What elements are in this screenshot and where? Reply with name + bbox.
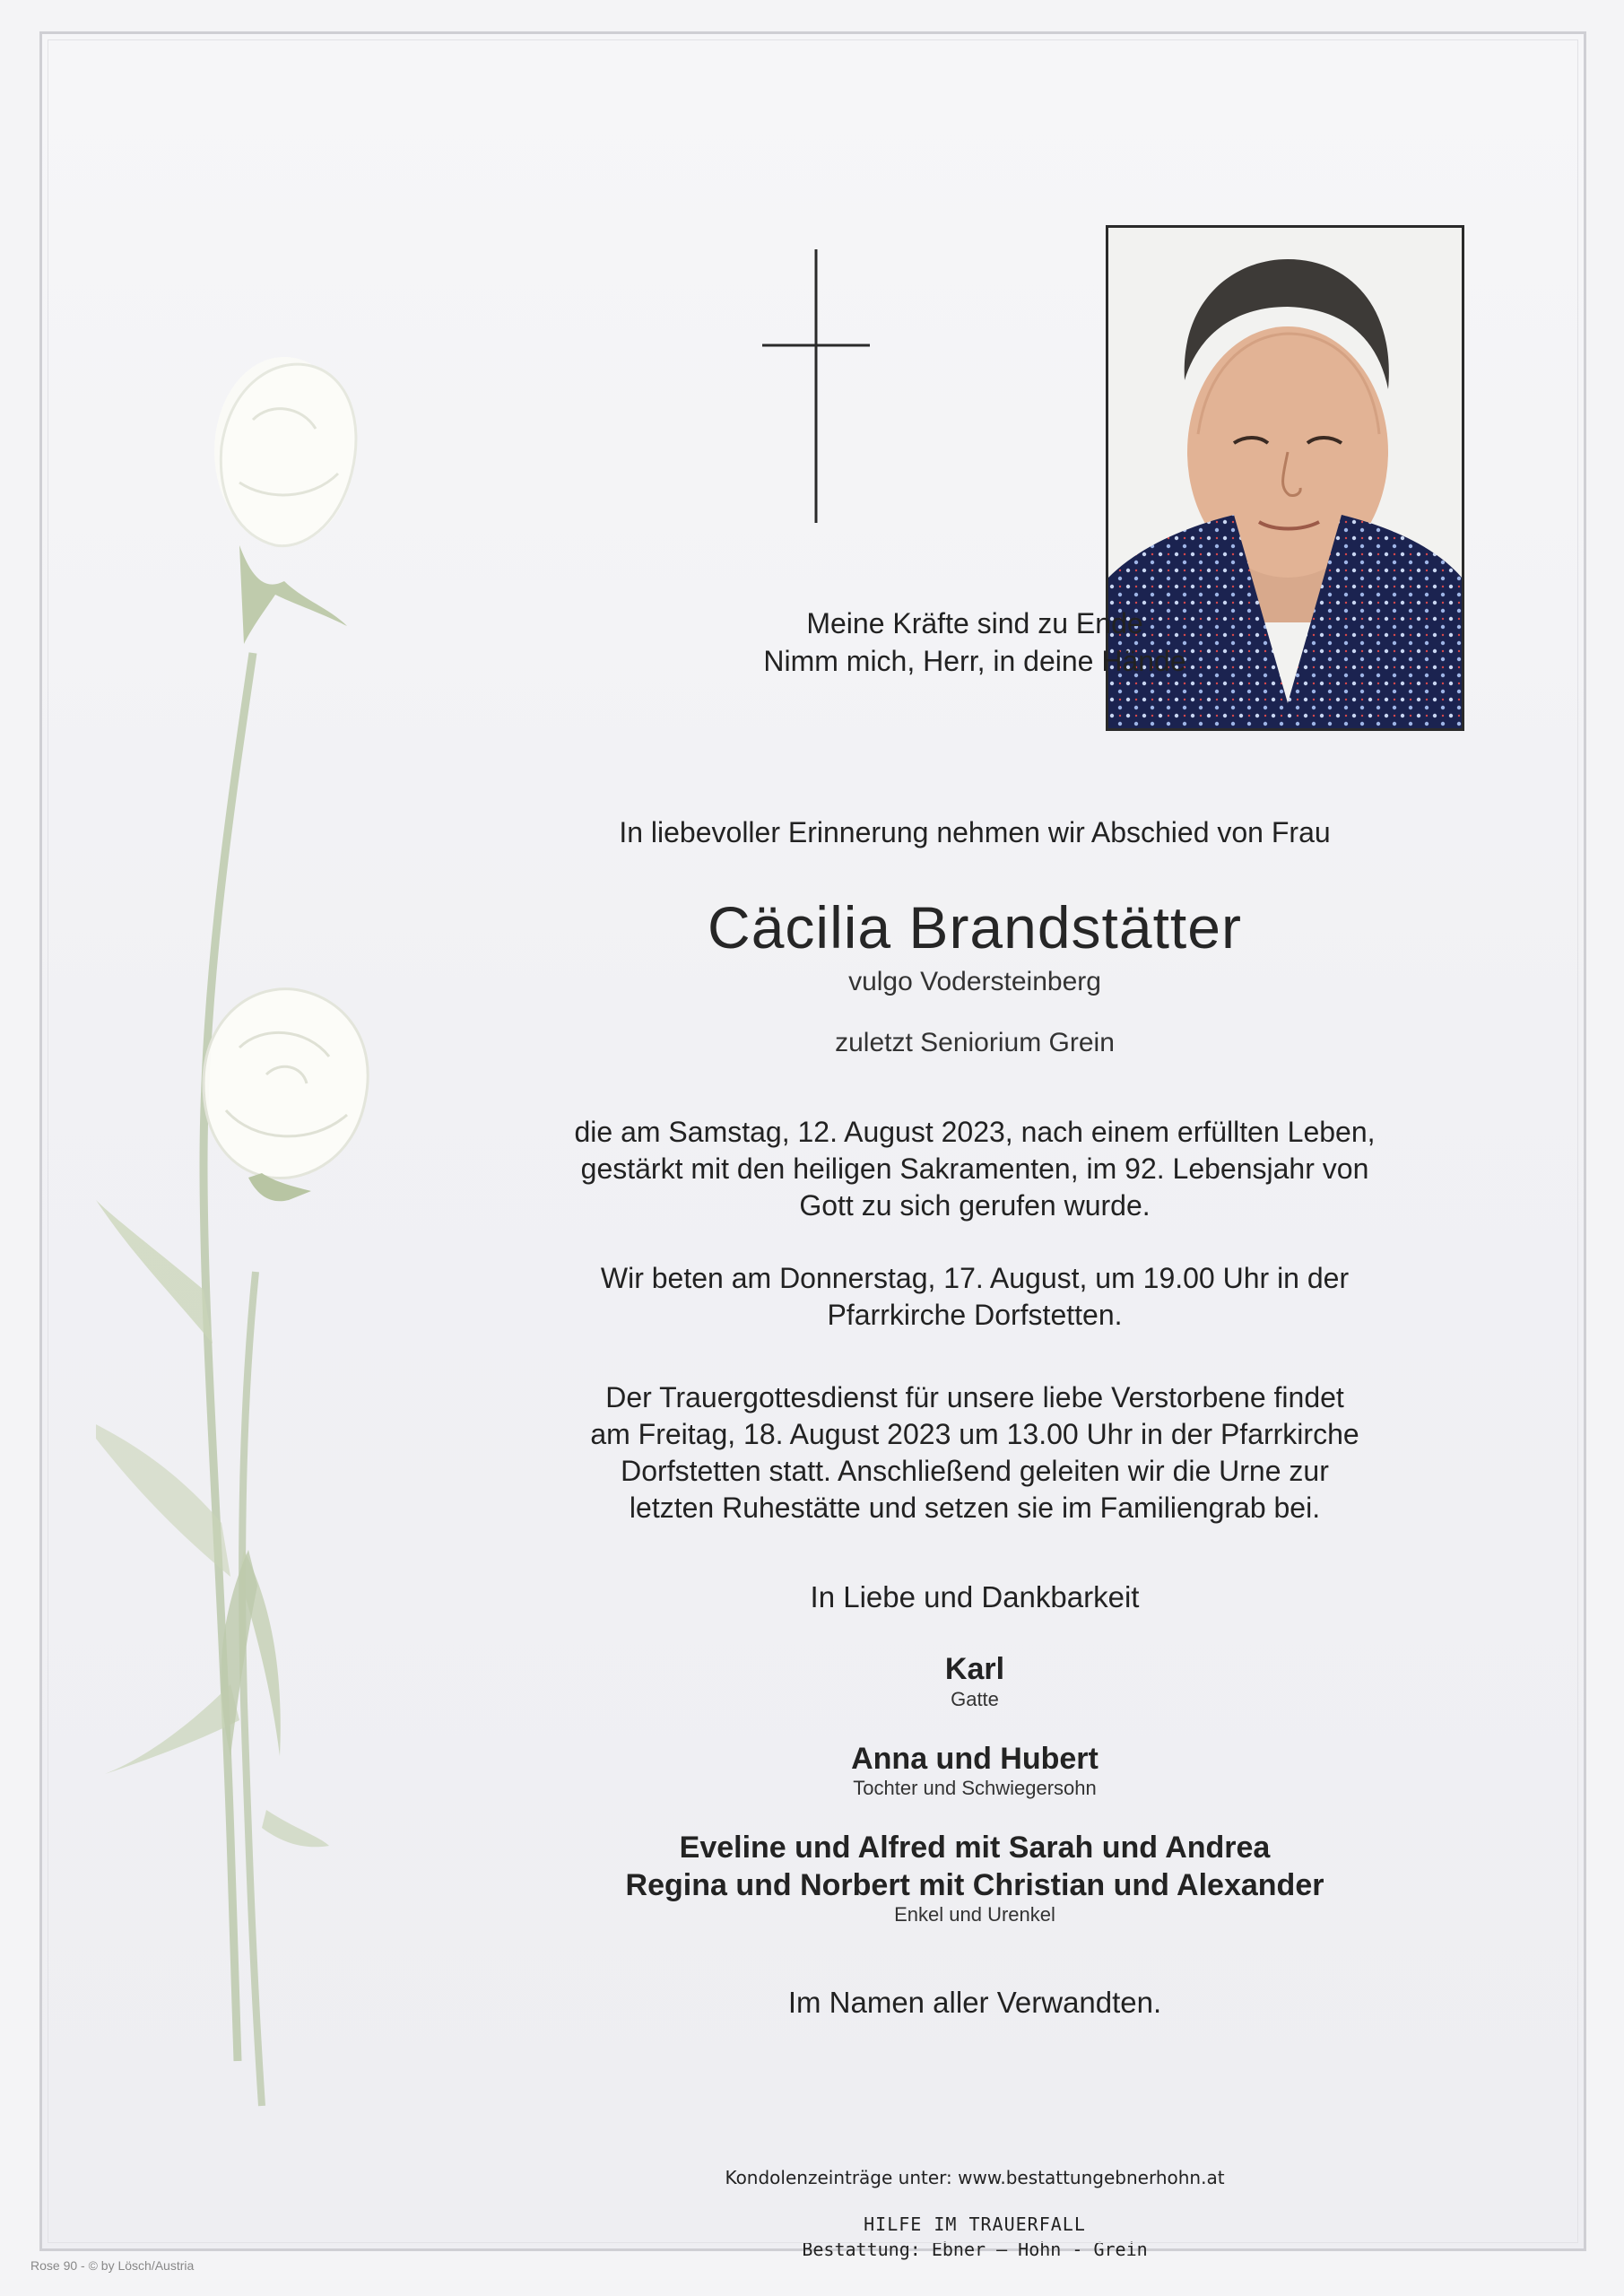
prayer-line: Pfarrkirche Dorfstetten. [827, 1299, 1123, 1331]
verse-line-1: Meine Kräfte sind zu Ende [806, 607, 1143, 639]
death-line: gestärkt mit den heiligen Sakramenten, im 92. Lebensjahr von [580, 1152, 1369, 1185]
service-line: Der Trauergottesdienst für unsere liebe Verstorbene findet [605, 1381, 1344, 1413]
service-line: am Freitag, 18. August 2023 um 13.00 Uhr in der Pfarrkirche [590, 1418, 1359, 1450]
service-paragraph [544, 1379, 1405, 1526]
service-line: Dorfstetten statt. Anschließend geleiten wir die Urne zur [621, 1455, 1329, 1487]
death-paragraph [544, 1114, 1405, 1224]
image-credit: Rose 90 - © by Lösch/Austria [30, 2258, 195, 2273]
closing-line: Im Namen aller Verwandten. [787, 1986, 1162, 2019]
mourner-name: Eveline und Alfred mit Sarah und Andrea [679, 1831, 1271, 1865]
obituary-card [39, 31, 1586, 2260]
deceased-vulgo: vulgo Vodersteinberg [848, 967, 1101, 996]
prayer-line: Wir beten am Donnerstag, 17. August, um 19.00 Uhr in der [600, 1262, 1350, 1294]
intro-text: In liebevoller Erinnerung nehmen wir Abschied von Frau [619, 816, 1331, 848]
prayer-paragraph [544, 1260, 1405, 1334]
mourner-names [544, 1829, 1405, 1904]
verse [544, 604, 1405, 680]
verse-line-2: Nimm mich, Herr, in deine Hände [763, 645, 1186, 677]
service-line: letzten Ruhestätte und setzen sie im Familiengrab bei. [629, 1492, 1321, 1524]
thanks-line: In Liebe und Dankbarkeit [810, 1580, 1140, 1613]
mourner-relation: Gatte [951, 1688, 999, 1710]
deceased-name: Cäcilia Brandstätter [708, 894, 1242, 961]
death-line: die am Samstag, 12. August 2023, nach einem erfüllten Leben, [574, 1116, 1376, 1148]
mourner-name: Karl [944, 1652, 1005, 1686]
mourner-relation: Enkel und Urenkel [894, 1903, 1055, 1926]
mourner-relation: Tochter und Schwiegersohn [853, 1777, 1097, 1799]
last-residence: zuletzt Seniorium Grein [835, 1028, 1115, 1057]
death-line: Gott zu sich gerufen wurde. [799, 1189, 1151, 1222]
condolence-link[interactable]: Kondolenzeinträge unter: www.bestattungebnerhohn.at [725, 2167, 1225, 2188]
help-heading: HILFE IM TRAUERFALL [864, 2213, 1086, 2235]
undertaker-line: Bestattung: Ebner – Hohn - Grein [802, 2239, 1148, 2260]
cross-icon [762, 249, 870, 523]
white-roses-illustration [96, 357, 562, 2115]
mourner-name: Anna und Hubert [851, 1742, 1099, 1776]
mourner-name: Regina und Norbert mit Christian und Alexander [625, 1868, 1324, 1902]
